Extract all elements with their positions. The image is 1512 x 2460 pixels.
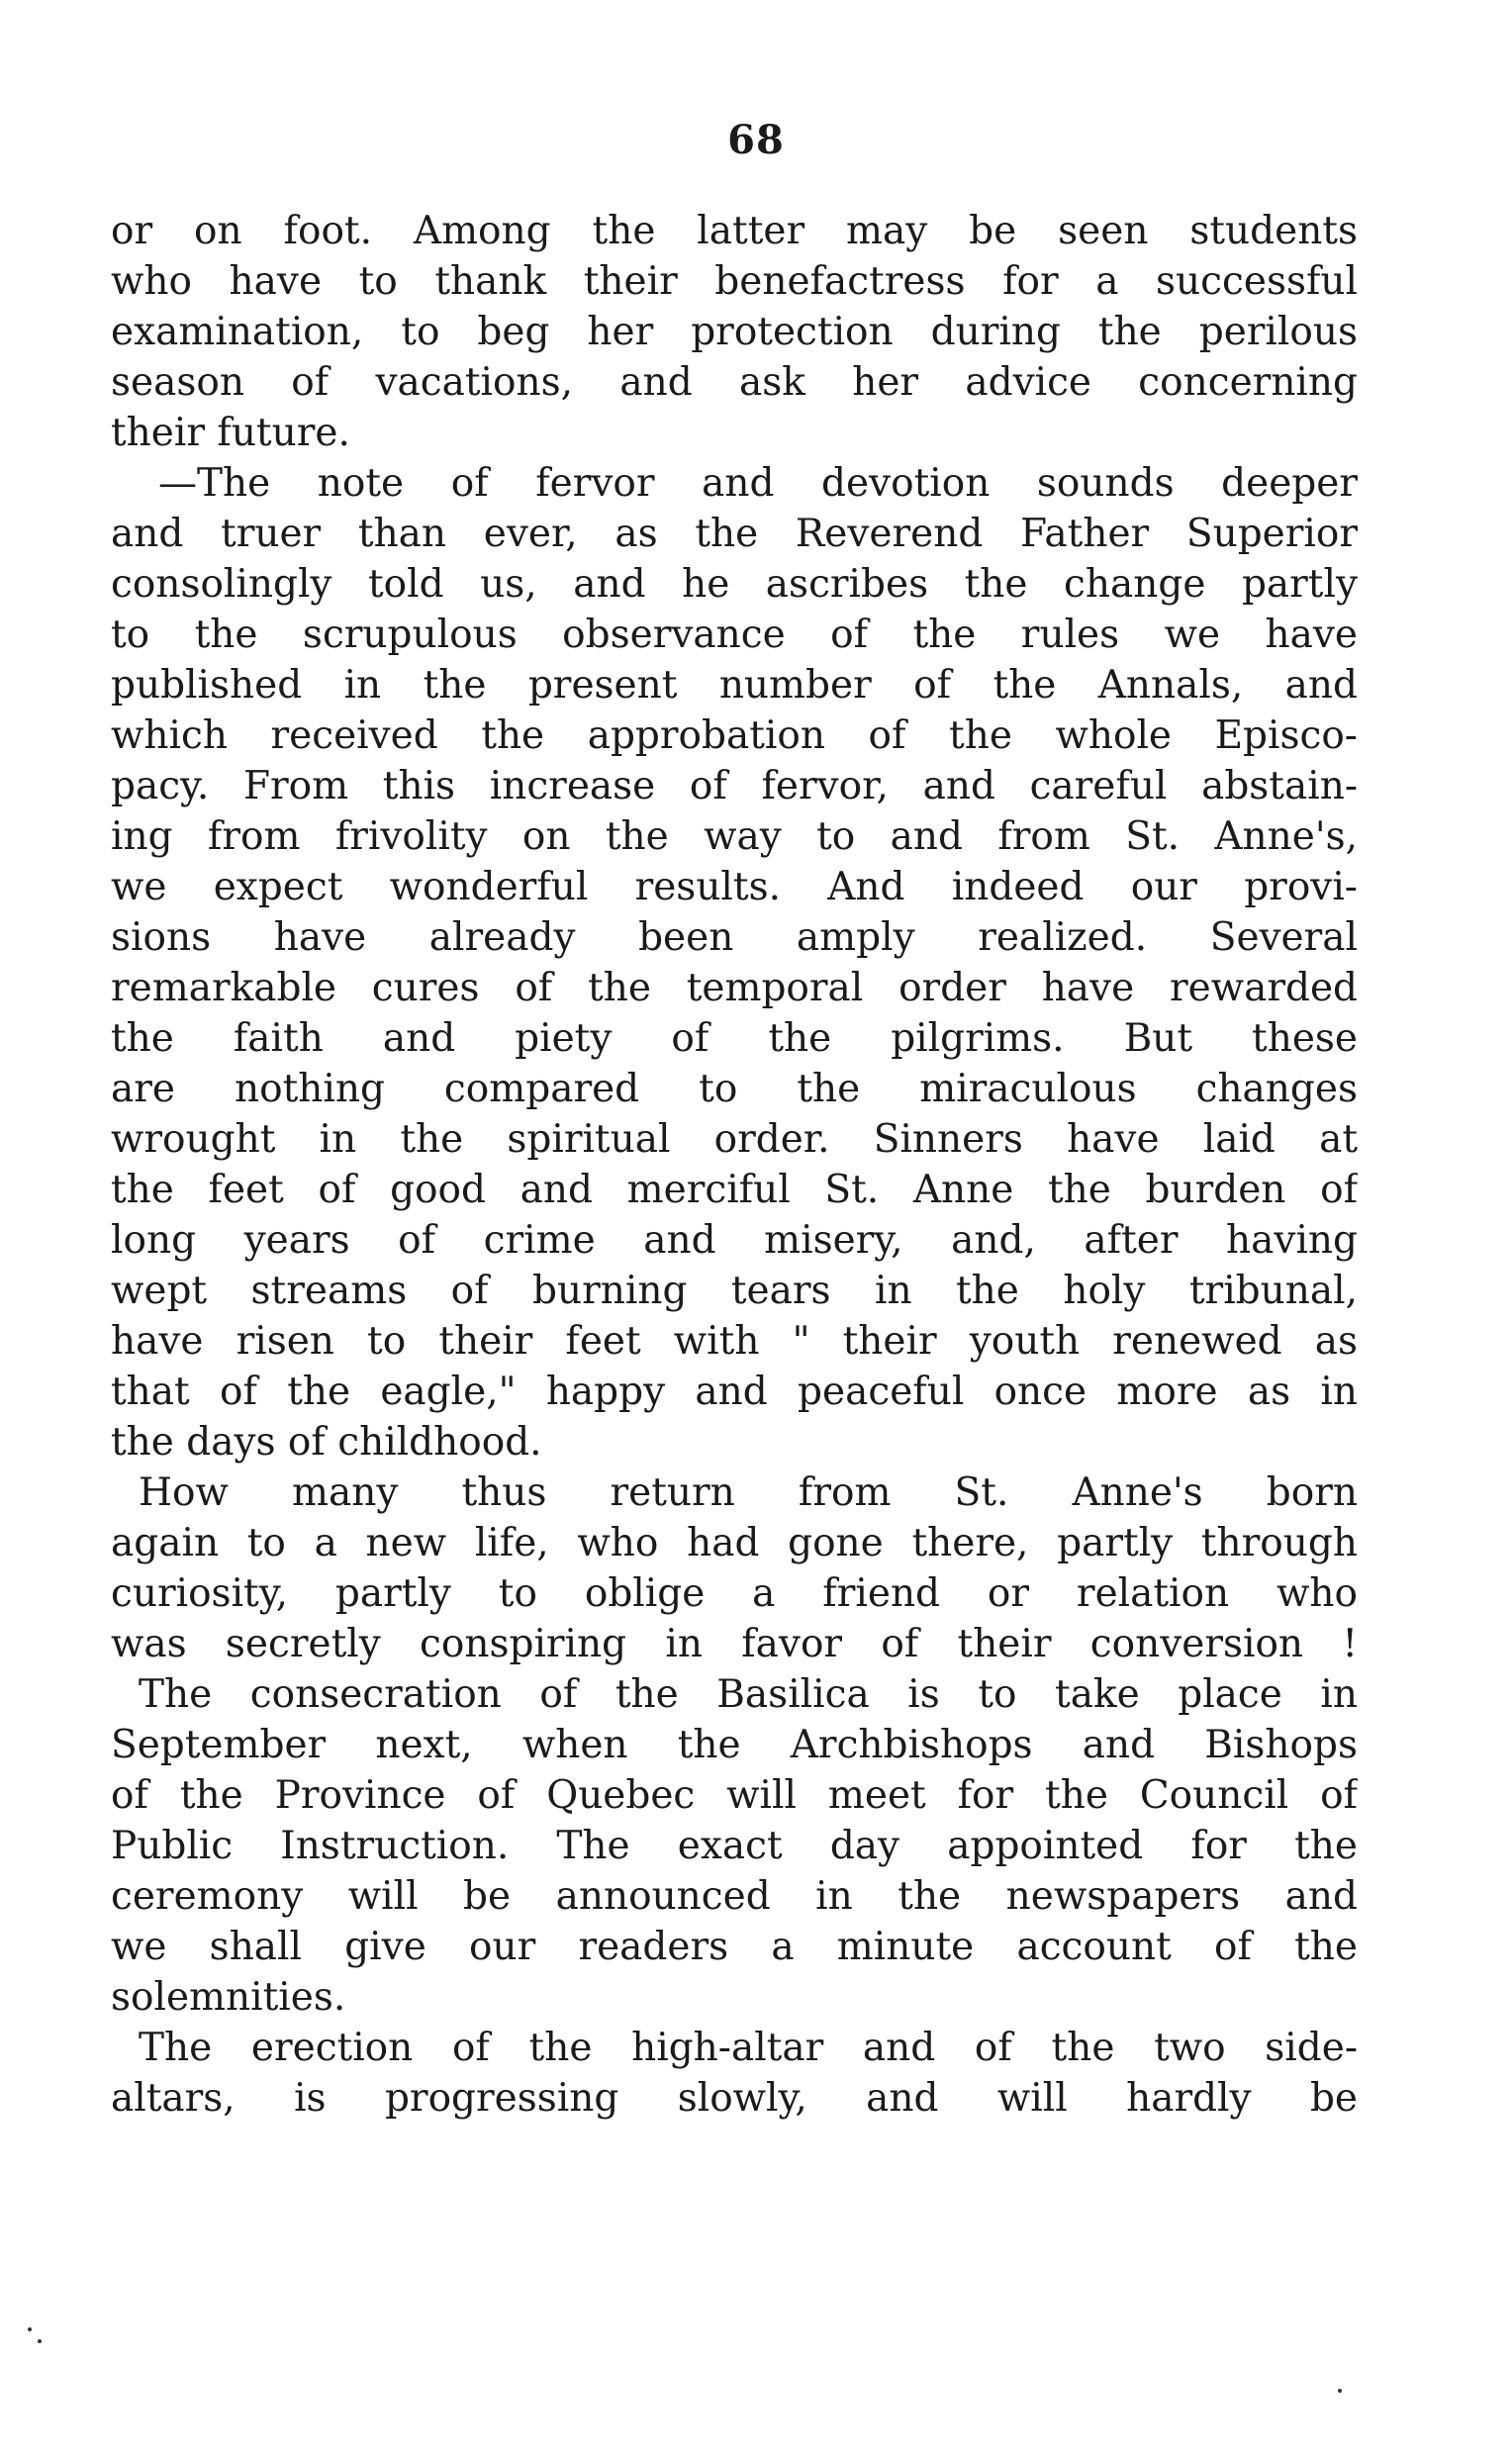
text-line-9: to the scrupulous observance of the rules we have	[111, 613, 1358, 657]
text-line-23: have risen to their feet with " their youth renewed as	[111, 1319, 1358, 1364]
text-line-6: —The note of fervor and devotion sounds deeper	[158, 461, 1358, 506]
scan-speck-2	[38, 2339, 42, 2343]
text-line-29: was secretly conspiring in favor of their conversion !	[111, 1622, 1358, 1666]
text-line-8: consolingly told us, and he ascribes the change partly	[111, 562, 1358, 607]
text-line-33: Public Instruction. The exact day appointed for the	[111, 1824, 1358, 1868]
text-line-4: season of vacations, and ask her advice concerning	[111, 360, 1358, 405]
page-number: 68	[727, 117, 785, 163]
text-line-7: and truer than ever, as the Reverend Father Superior	[111, 512, 1358, 556]
text-line-18: are nothing compared to the miraculous changes	[111, 1067, 1358, 1111]
text-line-32: of the Province of Quebec will meet for the Council of	[111, 1773, 1358, 1818]
text-line-36: solemnities.	[111, 1975, 346, 2020]
text-line-10: published in the present number of the Annals, and	[111, 663, 1358, 708]
text-line-22: wept streams of burning tears in the holy tribunal,	[111, 1269, 1358, 1313]
text-line-16: remarkable cures of the temporal order have rewarded	[111, 966, 1358, 1010]
text-line-34: ceremony will be announced in the newspapers and	[111, 1874, 1358, 1919]
text-line-37: The erection of the high-altar and of the two side-	[139, 2026, 1358, 2070]
text-line-28: curiosity, partly to oblige a friend or relation who	[111, 1571, 1358, 1616]
text-line-3: examination, to beg her protection during the perilous	[111, 310, 1358, 354]
scan-speck-1	[28, 2327, 32, 2331]
text-line-30: The consecration of the Basilica is to take place in	[139, 1672, 1358, 1717]
scan-speck-3	[1338, 2389, 1342, 2393]
text-line-31: September next, when the Archbishops and Bishops	[111, 1723, 1358, 1767]
text-line-17: the faith and piety of the pilgrims. But these	[111, 1016, 1358, 1061]
text-line-14: we expect wonderful results. And indeed our provi-	[111, 865, 1358, 909]
text-line-38: altars, is progressing slowly, and will hardly be	[111, 2076, 1358, 2121]
text-line-35: we shall give our readers a minute account of the	[111, 1925, 1358, 1969]
text-line-19: wrought in the spiritual order. Sinners have laid at	[111, 1117, 1358, 1162]
text-line-24: that of the eagle," happy and peaceful once more as in	[111, 1370, 1358, 1414]
text-line-15: sions have already been amply realized. Several	[111, 915, 1358, 960]
text-line-25: the days of childhood.	[111, 1420, 542, 1465]
body-text	[111, 206, 1358, 2124]
text-line-20: the feet of good and merciful St. Anne the burden of	[111, 1168, 1358, 1212]
text-line-21: long years of crime and misery, and, after having	[111, 1218, 1358, 1263]
text-line-27: again to a new life, who had gone there, partly through	[111, 1521, 1358, 1565]
text-line-5: their future.	[111, 411, 350, 455]
text-line-2: who have to thank their benefactress for a successful	[111, 259, 1358, 304]
text-line-11: which received the approbation of the whole Episco-	[111, 713, 1358, 758]
text-line-1: or on foot. Among the latter may be seen students	[111, 209, 1358, 253]
text-line-13: ing from frivolity on the way to and from St. Anne's,	[111, 814, 1358, 859]
text-line-12: pacy. From this increase of fervor, and careful abstain-	[111, 764, 1358, 808]
text-line-26: How many thus return from St. Anne's born	[139, 1470, 1358, 1515]
